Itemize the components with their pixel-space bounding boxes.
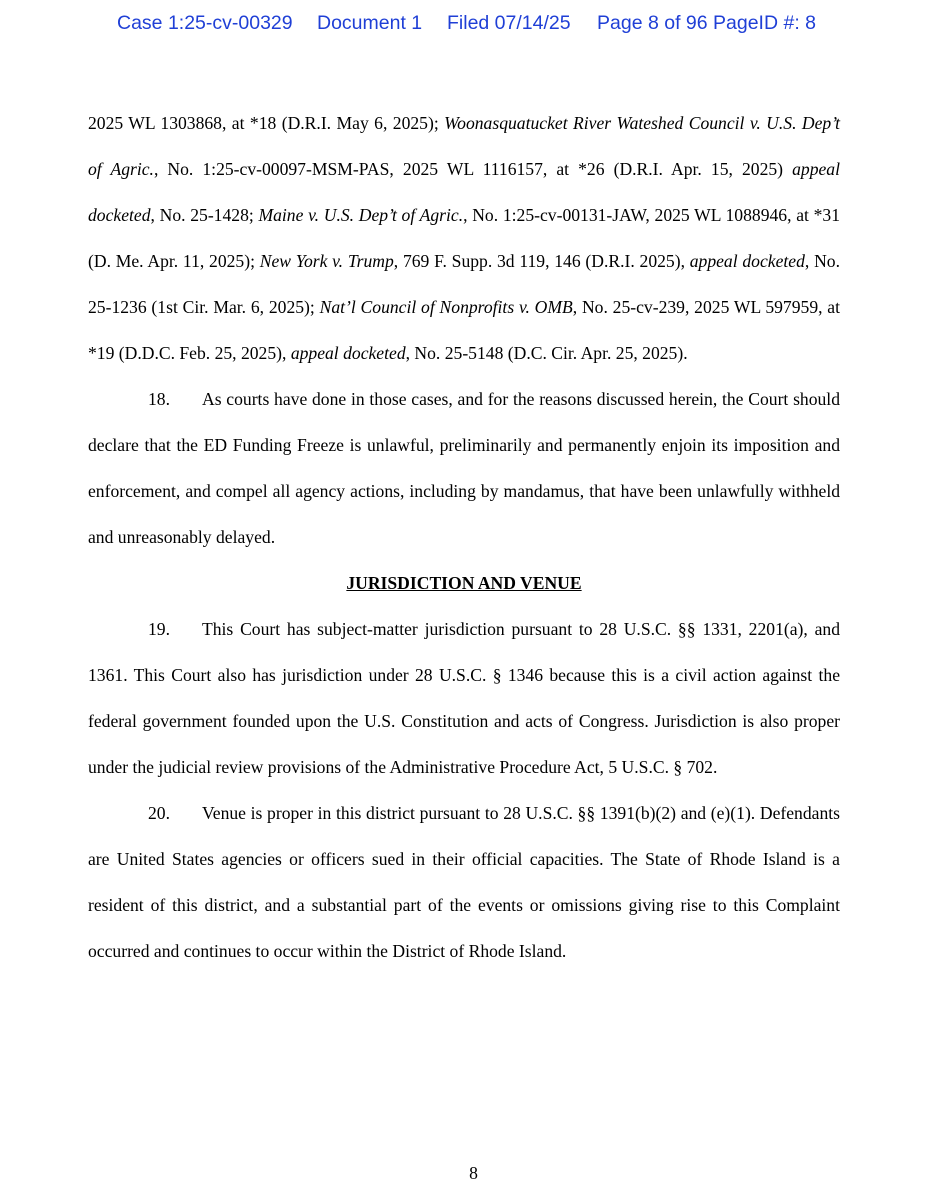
page-number: 8 bbox=[469, 1163, 478, 1183]
paragraph-number: 19. bbox=[148, 619, 170, 639]
paragraph-text: Venue is proper in this district pursuant to 28 U.S.C. §§ 1391(b)(2) and (e)(1). Defendants are United States agencies or officers sued in their official capacities. The State of Rhode Island is a resident of this district, and a substantial part of the events or omissions giving rise to this Complaint occurred and continues to occur within the District of Rhode Island. bbox=[88, 803, 840, 961]
citation-text: , No. 25-5148 (D.C. Cir. Apr. 25, 2025). bbox=[405, 343, 688, 363]
paragraph-text: This Court has subject-matter jurisdiction pursuant to 28 U.S.C. §§ 1331, 2201(a), and 1361. This Court also has jurisdiction under 28 U.S.C. § 1346 because this is a civil action against the federal government founded upon the U.S. Constitution and acts of Congress. Jurisdiction is also proper under the judicial review provisions of the Administrative Procedure Act, 5 U.S.C. § 702. bbox=[88, 619, 840, 777]
document-body bbox=[88, 100, 840, 974]
paragraph-number: 18. bbox=[148, 389, 170, 409]
citation-italic: Nat’l Council of Nonprofits v. OMB bbox=[319, 297, 573, 317]
citation-text: , No. 25-cv-239, 2025 WL 597959, at *19 (D.D.C. Feb. 25, 2025), bbox=[88, 297, 841, 363]
paragraph-19 bbox=[88, 606, 840, 790]
citation-text: , No. 1:25-cv-00131-JAW, 2025 WL 1088946, at *31 (D. Me. Apr. 11, 2025); bbox=[88, 205, 840, 271]
paragraph-20 bbox=[88, 790, 840, 974]
header-case-number: Case 1:25-cv-00329 bbox=[117, 12, 293, 34]
citation-italic: appeal docketed bbox=[689, 251, 805, 271]
paragraph-text: As courts have done in those cases, and for the reasons discussed herein, the Court should declare that the ED Funding Freeze is unlawful, preliminarily and permanently enjoin its imposition and enforcement, and compel all agency actions, including by mandamus, that have been unlawfully withheld and unreasonably delayed. bbox=[88, 389, 840, 547]
court-filing-header bbox=[0, 8, 947, 40]
citation-text: , No. 1:25-cv-00097-MSM-PAS, 2025 WL 1116157, at *26 (D.R.I. Apr. 15, 2025) bbox=[153, 159, 793, 179]
header-page-info: Page 8 of 96 PageID #: 8 bbox=[597, 12, 816, 34]
citation-text: , No. 25-1236 (1st Cir. Mar. 6, 2025); bbox=[88, 251, 840, 317]
citation-text: 2025 WL 1303868, at *18 (D.R.I. May 6, 2025); bbox=[88, 113, 445, 133]
paragraph-continuation-citations bbox=[88, 100, 840, 376]
citation-italic: appeal docketed bbox=[88, 159, 840, 225]
paragraph-number: 20. bbox=[148, 803, 170, 823]
section-heading: JURISDICTION AND VENUE bbox=[346, 573, 582, 593]
citation-text: , 769 F. Supp. 3d 119, 146 (D.R.I. 2025), bbox=[393, 251, 690, 271]
citation-text: , No. 25-1428; bbox=[150, 205, 259, 225]
citation-italic: Woonasquatucket River Wateshed Council v. U.S. Dep’t of Agric. bbox=[88, 113, 840, 179]
citation-italic: Maine v. U.S. Dep’t of Agric. bbox=[258, 205, 464, 225]
citation-italic: New York v. Trump bbox=[259, 251, 394, 271]
citation-italic: appeal docketed bbox=[290, 343, 406, 363]
paragraph-18 bbox=[88, 376, 840, 560]
header-filed-date: Filed 07/14/25 bbox=[447, 12, 571, 34]
header-document-number: Document 1 bbox=[317, 12, 423, 34]
